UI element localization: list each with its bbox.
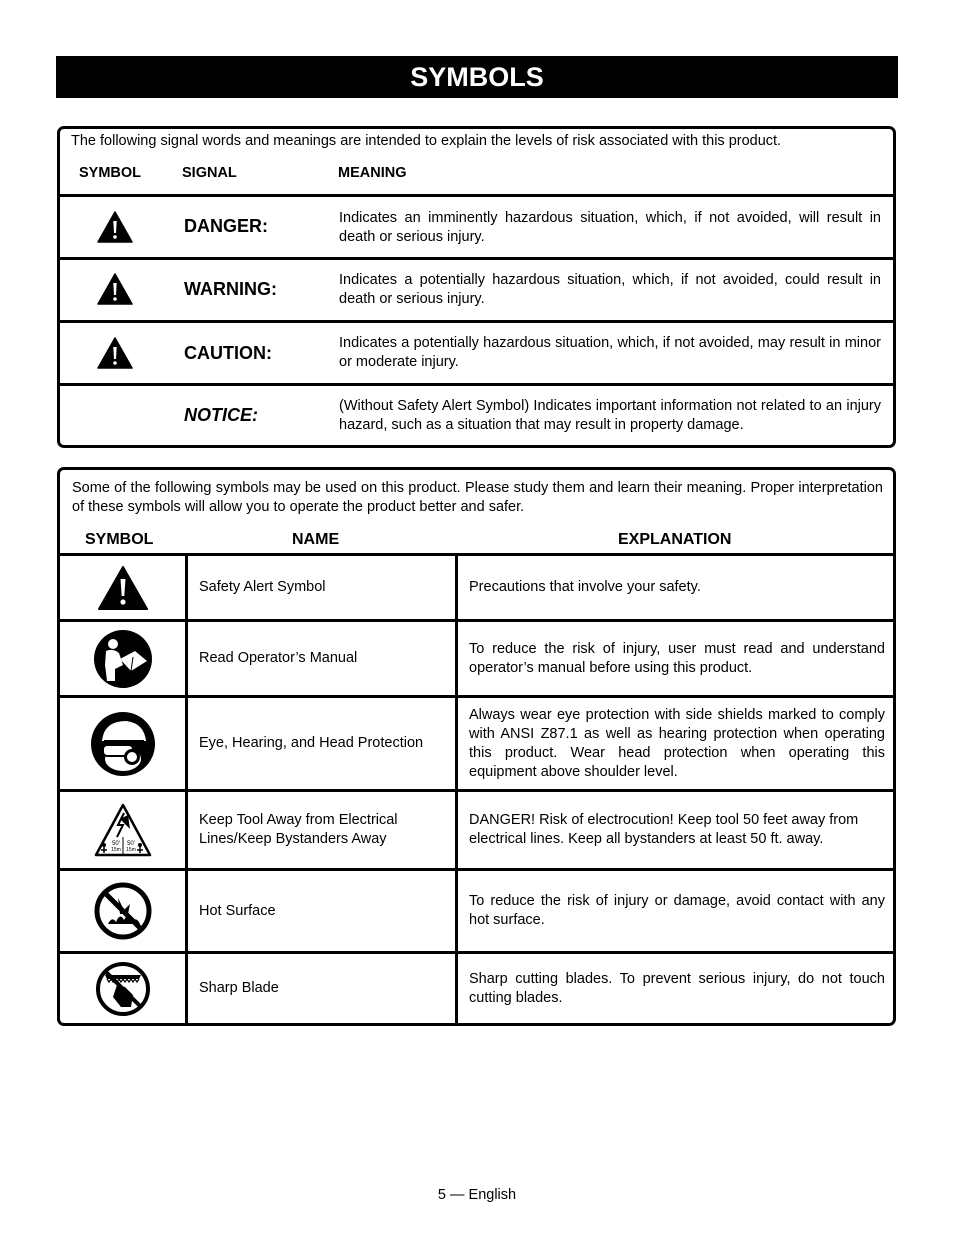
signal-word: DANGER: bbox=[184, 216, 268, 236]
page-title: SYMBOLS bbox=[56, 56, 898, 98]
symbol-cell bbox=[60, 622, 185, 695]
signal-header-symbol: SYMBOL bbox=[79, 165, 142, 181]
eye-hearing-head-protection-icon bbox=[90, 711, 156, 777]
symbol-explanation: Always wear eye protection with side shields marked to comply with ANSI Z87.1 as well as hearing protection when operating this product. Wear head protection when operating this equipment above shoulder level. bbox=[469, 706, 885, 780]
signal-meaning: Indicates an imminently hazardous situation, which, if not avoided, will result in death or serious injury. bbox=[339, 210, 881, 245]
symbol-name: Hot Surface bbox=[199, 902, 276, 919]
electrical-left-distance: 50' bbox=[111, 841, 120, 847]
symbols-header-name: NAME bbox=[292, 531, 340, 548]
symbol-name: Eye, Hearing, and Head Protection bbox=[199, 735, 424, 751]
symbol-explanation: Precautions that involve your safety. bbox=[469, 579, 701, 595]
table-row bbox=[60, 619, 893, 695]
symbol-name: Sharp Blade bbox=[199, 980, 279, 996]
symbol-cell bbox=[60, 556, 185, 619]
symbol-name: Safety Alert Symbol bbox=[199, 579, 326, 595]
signal-intro: The following signal words and meanings are intended to explain the levels of risk associated with this product. bbox=[71, 133, 782, 149]
symbol-name: Keep Tool Away from Electrical Lines/Keep Bystanders Away bbox=[199, 812, 398, 847]
symbol-name: Read Operator’s Manual bbox=[199, 650, 358, 666]
page-footer: 5 — English bbox=[437, 1187, 517, 1203]
signal-word: WARNING: bbox=[184, 279, 277, 299]
signal-word: NOTICE: bbox=[184, 405, 258, 425]
electrical-right-metric: 15m bbox=[125, 847, 136, 853]
symbol-explanation: DANGER! Risk of electrocution! Keep tool 50 feet away from electrical lines. Keep all bystanders at least 50 ft. away. bbox=[469, 812, 859, 847]
safety-alert-triangle-icon bbox=[97, 337, 133, 369]
signal-meaning: Indicates a potentially hazardous situation, which, if not avoided, may result in minor or moderate injury. bbox=[339, 335, 881, 370]
symbols-header-explanation: EXPLANATION bbox=[618, 531, 732, 548]
symbol-explanation: To reduce the risk of injury, user must read and understand operator’s manual before using this product. bbox=[469, 640, 885, 676]
table-row bbox=[60, 553, 893, 619]
symbols-header-symbol: SYMBOL bbox=[85, 531, 154, 548]
electrical-left-metric: 15m bbox=[110, 847, 121, 853]
signal-meaning: (Without Safety Alert Symbol) Indicates important information not related to an injury hazard, such as a situation that may result in property damage. bbox=[339, 398, 881, 433]
safety-alert-icon bbox=[97, 565, 149, 611]
electrical-lines-bystanders-icon bbox=[94, 803, 152, 857]
signal-row-caution bbox=[60, 320, 893, 383]
symbol-cell bbox=[60, 954, 185, 1023]
sharp-blade-icon bbox=[95, 961, 151, 1017]
symbols-box bbox=[57, 467, 896, 1026]
table-row bbox=[60, 868, 893, 951]
table-row bbox=[60, 951, 893, 1023]
symbol-explanation: To reduce the risk of injury or damage, avoid contact with any hot surface. bbox=[469, 893, 885, 928]
read-manual-icon bbox=[93, 629, 153, 689]
signal-row-warning bbox=[60, 257, 893, 320]
symbol-cell bbox=[60, 792, 185, 868]
electrical-right-distance: 50' bbox=[126, 841, 135, 847]
hot-surface-icon bbox=[94, 882, 152, 940]
safety-alert-triangle-icon bbox=[97, 273, 133, 305]
symbol-explanation: Sharp cutting blades. To prevent serious injury, do not touch cutting blades. bbox=[469, 970, 885, 1006]
symbol-cell bbox=[60, 871, 185, 951]
safety-alert-triangle-icon bbox=[97, 211, 133, 243]
symbols-intro: Some of the following symbols may be used on this product. Please study them and learn their meaning. Proper interpretation of these symbols will allow you to operate the product better and safer. bbox=[72, 480, 883, 515]
signal-words-box bbox=[57, 126, 896, 448]
signal-meaning: Indicates a potentially hazardous situation, which, if not avoided, could result in death or serious injury. bbox=[339, 272, 881, 307]
signal-word: CAUTION: bbox=[184, 343, 272, 363]
signal-row-danger bbox=[60, 194, 893, 257]
table-row bbox=[60, 695, 893, 789]
signal-header-signal: SIGNAL bbox=[182, 165, 237, 181]
table-row bbox=[60, 789, 893, 868]
signal-header-meaning: MEANING bbox=[338, 165, 407, 181]
signal-row-notice bbox=[60, 383, 893, 445]
symbol-cell bbox=[60, 698, 185, 789]
